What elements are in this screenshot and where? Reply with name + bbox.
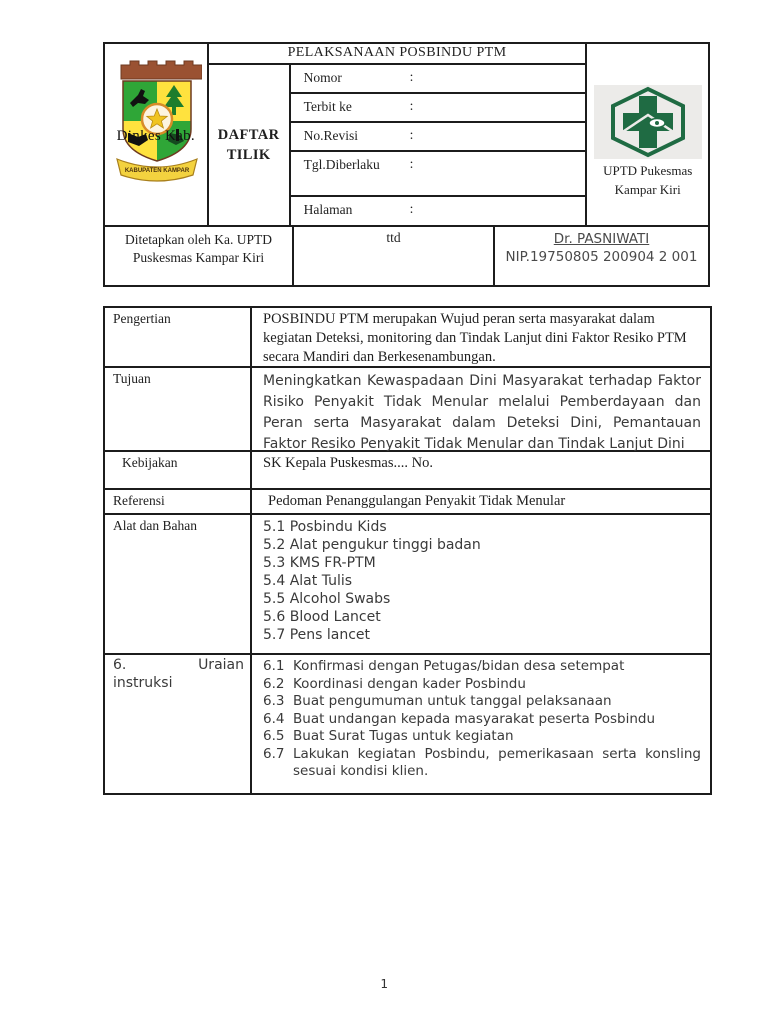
uraian-item-text: Buat undangan kepada masyarakat peserta Posbindu [293,710,656,727]
row-label: Alat dan Bahan [105,515,252,653]
uraian-label-word: Uraian [198,657,244,673]
banner-text: KABUPATEN KAMPAR [124,168,190,174]
detail-colon: : [409,127,414,142]
row-uraian-instruksi [105,655,710,793]
row-tujuan [105,368,710,452]
dinkes-overlay-label: Dinkes Kab. [116,128,195,144]
detail-label: Terbit ke [303,99,352,114]
header-center [209,44,588,225]
alat-item: 5.7 Pens lancet [263,627,371,643]
uraian-item-number: 6.4 [263,710,285,727]
main-table [103,306,712,795]
officer-name: Dr. PASNIWATI [553,231,650,247]
header-main-row [105,44,708,227]
row-label [105,655,252,793]
detail-label: Tgl.Diberlaku [303,157,380,172]
detail-row-tgl-diberlaku [291,152,586,197]
detail-row-halaman [291,197,586,225]
uraian-item-number: 6.7 [263,745,285,762]
uraian-item-text: Konfirmasi dengan Petugas/bidan desa setempat [293,658,625,674]
uraian-item-number: 6.2 [263,675,285,692]
uraian-item [263,746,701,781]
puskesmas-cross-icon [594,85,702,159]
uraian-item-text: Lakukan kegiatan Posbindu, pemerikasaan serta konsling sesuai kondisi klien. [293,745,701,779]
row-referensi [105,490,710,515]
uraian-item [263,711,701,729]
uraian-item [263,693,701,711]
row-label: Pengertian [105,308,252,366]
row-content [252,515,710,653]
uraian-item-text: Koordinasi dengan kader Posbindu [293,675,526,692]
approval-issuer: Ditetapkan oleh Ka. UPTD Puskesmas Kampar Kiri [105,227,294,285]
detail-colon: : [409,201,414,216]
puskesmas-logo-box [594,85,702,159]
row-label: Referensi [105,490,252,513]
row-content: POSBINDU PTM merupakan Wujud peran serta masyarakat dalam kegiatan Deteksi, monitoring dan Tindak Lanjut dini Faktor Resiko PTM secara Mandiri dan Berkesenambungan. [263,311,687,365]
officer-nip: NIP.19750805 200904 2 001 [505,249,698,265]
row-content [252,655,710,793]
row-content: Pedoman Penanggulangan Penyakit Tidak Menular [268,493,566,509]
approval-row [105,227,708,285]
doc-type-cell: DAFTAR TILIK [209,65,291,225]
row-label: Kebijakan [105,452,252,488]
detail-colon: : [409,156,414,171]
row-pengertian [105,308,710,368]
header-lower [209,65,586,225]
detail-row-no-revisi [291,123,586,152]
alat-item: 5.6 Blood Lancet [263,609,381,625]
uraian-item-text: Buat pengumuman untuk tanggal pelaksanaan [293,693,612,709]
uraian-label-number: 6. [113,657,127,673]
row-label: Tujuan [105,368,252,450]
detail-colon: : [409,98,414,113]
row-alat-dan-bahan [105,515,710,655]
detail-label: Nomor [303,70,342,85]
uraian-item-number: 6.1 [263,658,285,674]
detail-colon: : [409,69,414,84]
dinkes-logo-cell [105,44,209,225]
detail-row-terbit-ke [291,94,586,123]
alat-item: 5.5 Alcohol Swabs [263,591,391,607]
alat-item: 5.4 Alat Tulis [263,573,353,589]
uraian-item [263,728,701,746]
approval-signature: ttd [294,227,495,285]
document-title: PELAKSANAAN POSBINDU PTM [209,44,586,65]
uraian-item-number: 6.3 [263,693,285,709]
uraian-label-word2: instruksi [113,675,173,691]
row-kebijakan [105,452,710,490]
detail-label: Halaman [303,202,353,217]
row-content: SK Kepala Puskesmas.... No. [263,455,433,471]
uraian-item [263,658,701,676]
page-number: 1 [380,976,388,991]
detail-label: No.Revisi [303,128,359,143]
detail-row-nomor [291,65,586,94]
puskesmas-logo-cell [587,44,708,225]
uraian-item-text: Buat Surat Tugas untuk kegiatan [293,728,514,744]
alat-item: 5.3 KMS FR-PTM [263,555,376,571]
alat-item: 5.2 Alat pengukur tinggi badan [263,537,481,553]
puskesmas-caption: UPTD Pukesmas Kampar Kiri [603,163,693,197]
uraian-item-number: 6.5 [263,728,285,744]
uraian-item [263,676,701,694]
row-content: Meningkatkan Kewaspadaan Dini Masyarakat terhadap Faktor Risiko Penyakit Tidak Menular melalui Pemberdayaan dan Peran serta Masyarakat dalam Deteksi Dini, Pemantauan Faktor Resiko Penyakit Tidak Menular dan Tindak Lanjut Dini [263,373,701,452]
header-table [103,42,710,287]
header-detail-rows [291,65,586,225]
approval-officer [495,227,708,285]
alat-item: 5.1 Posbindu Kids [263,519,387,535]
